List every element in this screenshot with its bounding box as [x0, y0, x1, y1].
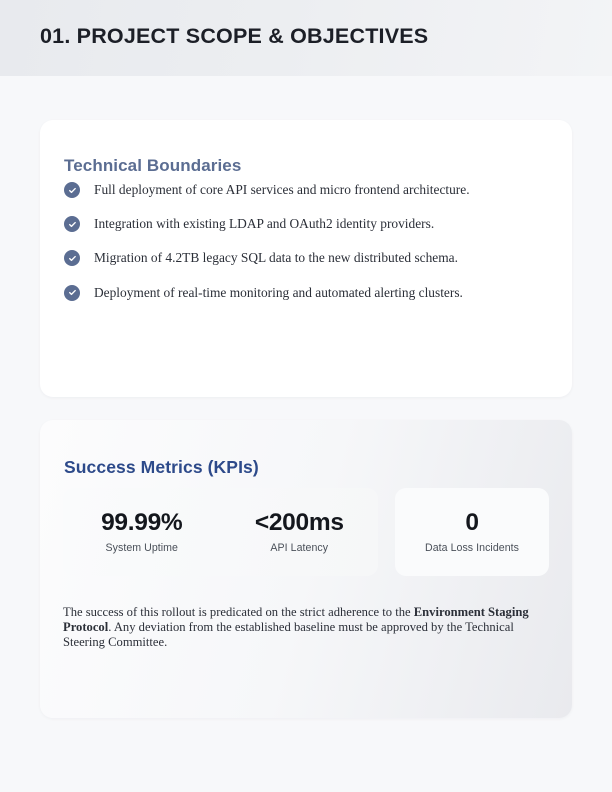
- technical-boundaries-heading: Technical Boundaries: [64, 156, 242, 176]
- metrics-note-emphasis: Environment Staging Protocol: [63, 604, 529, 634]
- list-item: [64, 216, 550, 233]
- kpi-label: Data Loss Incidents: [425, 542, 519, 555]
- kpi-value: <200ms: [254, 508, 344, 536]
- check-circle-icon: [64, 216, 80, 232]
- list-item-label: Migration of 4.2TB legacy SQL data to the new distributed schema.: [94, 250, 458, 266]
- kpi-system-uptime: [63, 488, 221, 576]
- page-title: 01. PROJECT SCOPE & OBJECTIVES: [40, 24, 429, 48]
- success-metrics-card: [40, 420, 572, 718]
- kpi-label: API Latency: [270, 542, 329, 555]
- kpi-data-loss-incidents: [395, 488, 549, 576]
- list-item: [64, 285, 550, 302]
- kpi-group-panel: [63, 488, 378, 576]
- page-header-band: [0, 0, 612, 76]
- metrics-note-tail: . Any deviation from the established baseline must be approved by the Technical Steering Committee.: [63, 619, 514, 649]
- check-circle-icon: [64, 250, 80, 266]
- list-item: [64, 250, 550, 267]
- technical-boundaries-card: [40, 120, 572, 397]
- check-circle-icon: [64, 285, 80, 301]
- metrics-note: [63, 605, 553, 650]
- check-circle-icon: [64, 182, 80, 198]
- list-item: [64, 182, 550, 199]
- kpi-value: 0: [465, 508, 479, 536]
- kpi-label: System Uptime: [105, 542, 178, 555]
- kpi-api-latency: [221, 488, 379, 576]
- list-item-label: Full deployment of core API services and micro frontend architecture.: [94, 182, 470, 197]
- success-metrics-heading: Success Metrics (KPIs): [64, 456, 259, 477]
- kpi-row: [63, 488, 549, 576]
- kpi-value: 99.99%: [101, 508, 183, 536]
- technical-boundaries-list: [64, 182, 550, 319]
- metrics-note-lead: The success of this rollout is predicated on the strict adherence to the: [63, 604, 414, 619]
- list-item-label: Deployment of real-time monitoring and automated alerting clusters.: [94, 284, 463, 300]
- list-item-label: Integration with existing LDAP and OAuth2 identity providers.: [94, 216, 435, 232]
